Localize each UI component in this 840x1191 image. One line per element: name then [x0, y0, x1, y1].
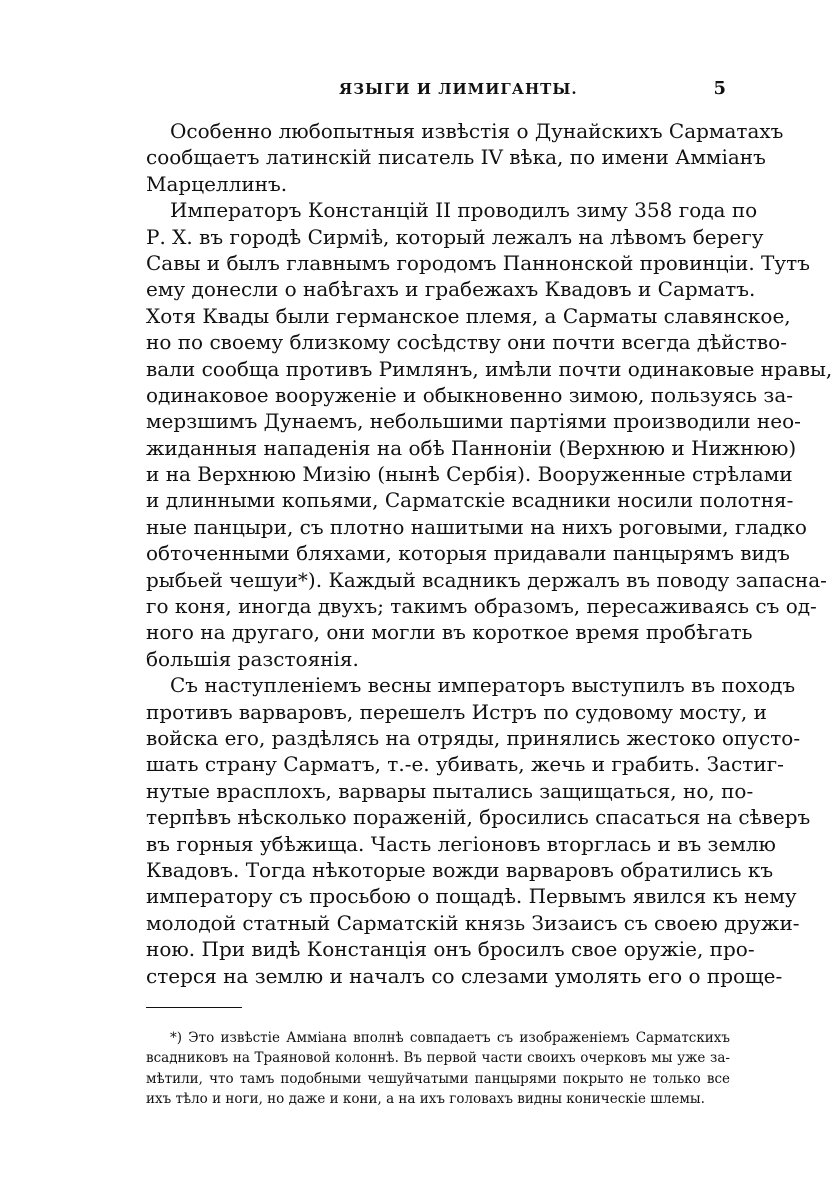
text-line: Хотя Квады были германское племя, а Сарматы славянское, [146, 303, 791, 328]
text-line: обточенными бляхами, которыя придавали панцырямъ видъ [146, 541, 790, 566]
footnote-line: ихъ тѣло и ноги, но даже и кони, а на ихъ головахъ видны коническіе шлемы. [146, 1091, 705, 1108]
text-line: нутые врасплохъ, варвары пытались защищаться, но, по- [146, 778, 754, 803]
text-line: ною. При видѣ Констанція онъ бросилъ свое оружіе, про- [146, 937, 755, 962]
footnote-line: *) Это извѣстіе Амміана вполнѣ совпадаетъ съ изображеніемъ Сарматскихъ [170, 1030, 730, 1046]
text-line: жиданныя нападенія на обѣ Панноніи (Верхнюю и Нижнюю) [146, 435, 797, 460]
text-line: и на Верхнюю Мизію (нынѣ Сербія). Вооруженные стрѣлами [146, 462, 793, 487]
text-line: терпѣвъ нѣсколько пораженій, бросились спасаться на сѣверъ [146, 805, 811, 830]
text-line: Императоръ Констанцій II проводилъ зиму 358 года по [170, 198, 758, 223]
text-line: ного на другаго, они могли въ короткое время пробѣгать [146, 620, 753, 645]
text-line: Марцеллинъ. [146, 171, 288, 196]
text-line: и длинными копьями, Сарматскіе всадники носили полотня- [146, 488, 794, 513]
text-line: сообщаетъ латинскій писатель IV вѣка, по имени Амміанъ [146, 145, 766, 170]
page-header [146, 80, 726, 104]
text-line: но по своему близкому сосѣдству они почти всегда дѣйство- [146, 330, 787, 355]
text-line: молодой статный Сарматскій князь Зизаисъ съ своею дружи- [146, 910, 800, 935]
text-line: ные панцыри, съ плотно нашитыми на нихъ роговыми, гладко [146, 514, 807, 539]
text-line: Съ наступленіемъ весны императоръ выступилъ въ походъ [170, 673, 796, 698]
text-line: Р. Х. въ городѣ Сирміѣ, который лежалъ на лѣвомъ берегу [146, 224, 764, 249]
footnote [146, 1028, 730, 1110]
text-line: Савы и былъ главнымъ городомъ Паннонской провинціи. Тутъ [146, 250, 810, 275]
text-line: вали сообща противъ Римлянъ, имѣли почти одинаковые нравы, [146, 356, 833, 381]
text-line: большія разстоянія. [146, 646, 359, 671]
text-line: ему донесли о набѣгахъ и грабежахъ Квадовъ и Сарматъ. [146, 277, 756, 302]
text-line: Квадовъ. Тогда нѣкоторые вожди варваровъ обратились къ [146, 857, 774, 882]
footnote-divider [146, 1007, 242, 1008]
footnote-line: мѣтили, что тамъ подобными чешуйчатыми панцырями покрыто не только все [146, 1070, 730, 1087]
page-number: 5 [713, 78, 726, 99]
main-text [146, 118, 833, 989]
text-line: императору съ просьбою о пощадѣ. Первымъ явился къ нему [146, 884, 797, 909]
footnote-line: всадниковъ на Траяновой колоннѣ. Въ первой части своихъ очерковъ мы уже за- [146, 1050, 730, 1067]
text-line: стерся на землю и началъ со слезами умолять его о проще- [146, 963, 783, 988]
text-line: Особенно любопытныя извѣстія о Дунайскихъ Сарматахъ [170, 119, 784, 143]
text-line: мерзшимъ Дунаемъ, небольшими партіями производили нео- [146, 409, 801, 434]
text-line: го коня, иногда двухъ; такимъ образомъ, пересаживаясь съ од- [146, 594, 817, 619]
text-line: противъ варваровъ, перешелъ Истръ по судовому мосту, и [146, 699, 767, 724]
text-line: одинаковое вооруженіе и обыкновенно зимою, пользуясь за- [146, 382, 794, 407]
text-line: рыбьей чешуи*). Каждый всадникъ держалъ въ поводу запасна- [146, 567, 827, 592]
text-line: въ горныя убѣжища. Часть легіоновъ вторглась и въ землю [146, 831, 776, 856]
running-title: ЯЗЫГИ И ЛИМИГАНТЫ. [339, 80, 578, 98]
text-line: шать страну Сарматъ, т.-е. убивать, жечь и грабить. Застиг- [146, 752, 784, 777]
text-line: войска его, раздѣлясь на отряды, принялись жестоко опусто- [146, 725, 801, 750]
